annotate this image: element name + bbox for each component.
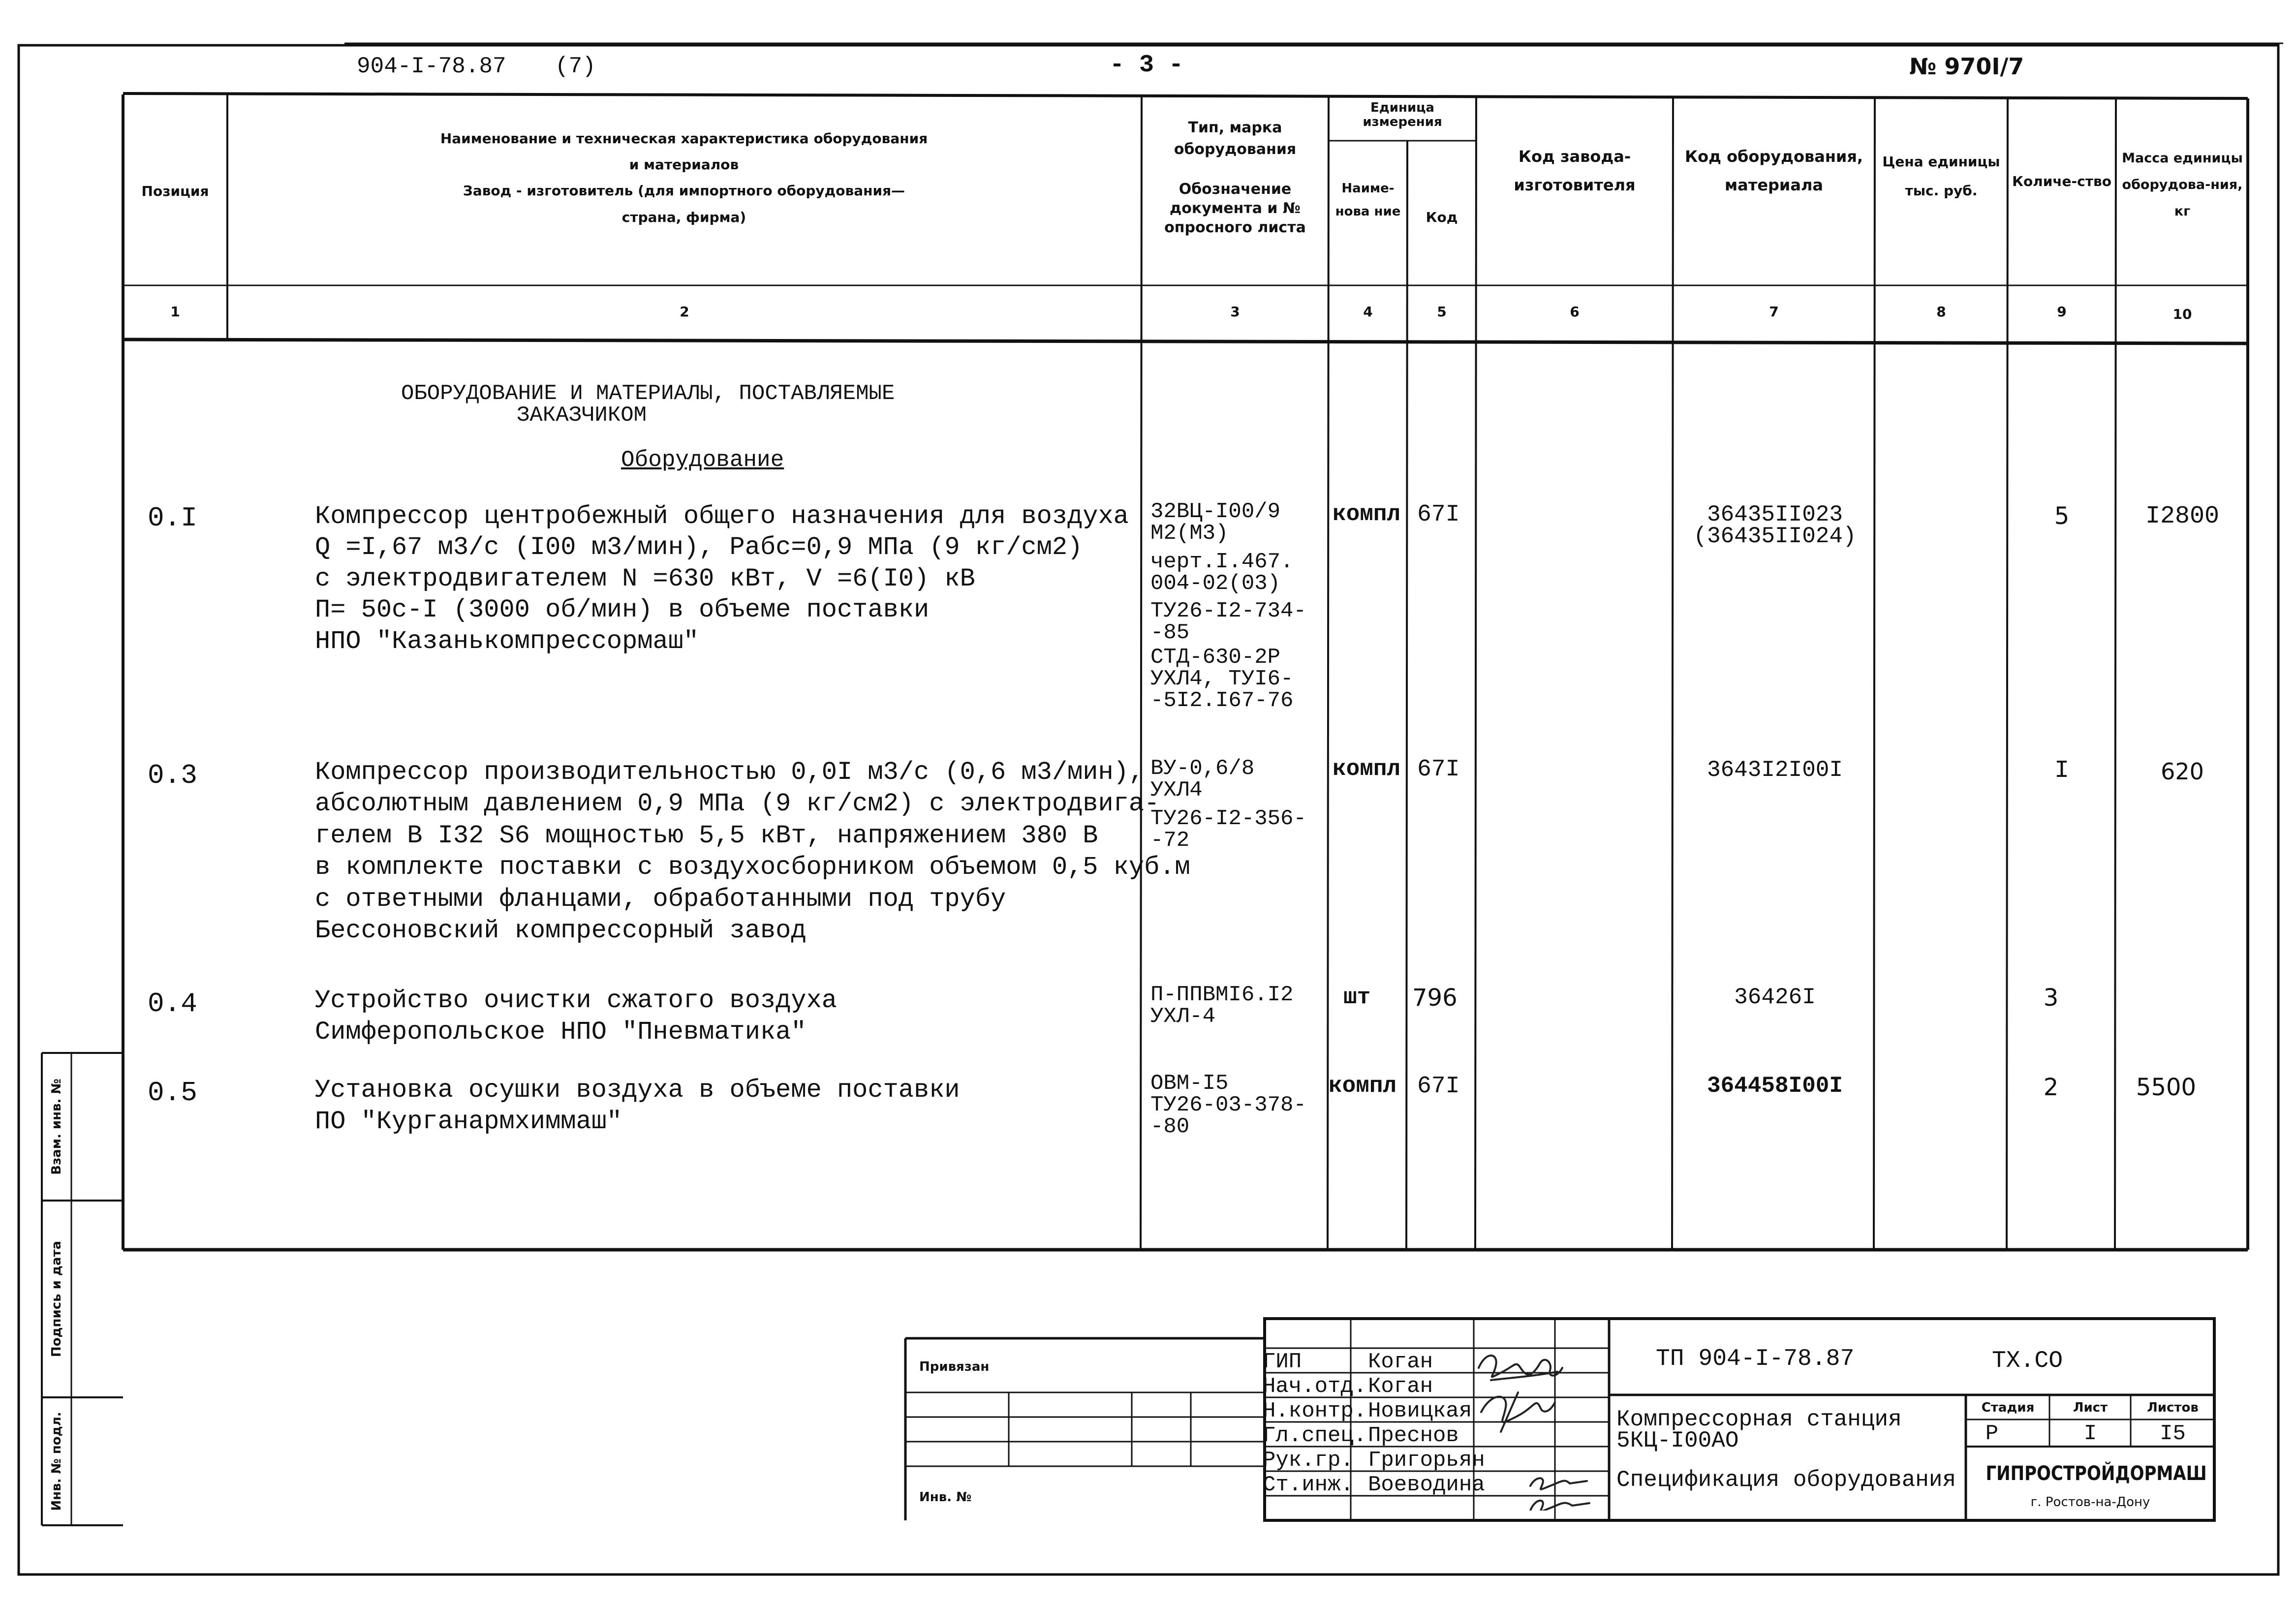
signatures xyxy=(1471,1333,1599,1511)
role-label: Н.контр. xyxy=(1263,1399,1367,1423)
row-position: 0.I xyxy=(148,502,197,534)
type-line: ОВМ-I5 xyxy=(1150,1071,1229,1096)
section-title-line1: ОБОРУДОВАНИЕ И МАТЕРИАЛЫ, ПОСТАВЛЯЕМЫЕ xyxy=(401,381,895,406)
row-type-designation xyxy=(1150,984,1293,1027)
row-type-designation xyxy=(1150,758,1306,851)
person-name: Григорьян xyxy=(1368,1448,1485,1473)
column-number: 4 xyxy=(1363,304,1373,320)
sheet-label: Лист xyxy=(2073,1400,2108,1415)
sheet-index: (7) xyxy=(555,54,596,79)
sheet-code: ТХ.СО xyxy=(1992,1348,2063,1374)
description-line: в комплекте поставки с воздухосборником объемом 0,5 куб.м xyxy=(315,853,1190,882)
row-quantity: I xyxy=(2054,757,2069,785)
section-title-line2: ЗАКАЗЧИКОМ xyxy=(517,403,647,428)
type-line: УХЛ-4 xyxy=(1150,1004,1216,1029)
role-label: Гл.спец. xyxy=(1263,1423,1367,1448)
inventory-number-label: Инв. № xyxy=(919,1490,972,1505)
description-line: с электродвигателем N =630 кВт, V =6(I0) кВ xyxy=(315,564,975,593)
page-number: - 3 - xyxy=(1110,51,1184,79)
type-line: -85 xyxy=(1150,620,1190,645)
type-line: черт.I.467. xyxy=(1150,550,1294,574)
equipment-code-line: 36426I xyxy=(1734,985,1816,1010)
role-label: Ст.инж. xyxy=(1263,1473,1354,1497)
description-line: ПО "Курганармхиммаш" xyxy=(315,1107,622,1137)
col-header-document: Обозначение документа и № опросного листа xyxy=(1164,181,1306,236)
role-label: Нач.отд. xyxy=(1263,1374,1367,1399)
type-line: ТУ26-03-378- xyxy=(1150,1093,1306,1117)
title-block-names xyxy=(1368,1350,1485,1497)
row-position: 0.5 xyxy=(148,1077,197,1109)
equipment-code-line: 3643I2I00I xyxy=(1706,757,1843,783)
doc-number-right: № 970I/7 xyxy=(1909,53,2024,80)
column-number: 5 xyxy=(1437,304,1447,320)
type-line: -80 xyxy=(1150,1114,1190,1139)
person-name: Коган xyxy=(1368,1350,1433,1374)
sheets-value: I5 xyxy=(2160,1421,2186,1446)
stage-label: Стадия xyxy=(1981,1400,2035,1415)
equipment-code-line: 36435II023 xyxy=(1706,502,1843,527)
col-header-quantity: Количе-ство xyxy=(2012,173,2111,189)
description-line: Q =I,67 м3/с (I00 м3/мин), Pабс=0,9 МПа (9 кг/см2) xyxy=(315,533,1083,562)
column-number: 3 xyxy=(1230,304,1240,320)
drawing-subtitle: Спецификация оборудования xyxy=(1616,1467,1956,1493)
type-line: ВУ-0,6/8 xyxy=(1150,756,1255,781)
sheets-label: Листов xyxy=(2147,1400,2199,1415)
description-line: с ответными фланцами, обработанными под трубу xyxy=(315,884,1006,914)
row-unit-name: компл xyxy=(1333,756,1401,782)
row-unit-code: 67I xyxy=(1417,1073,1460,1100)
col-header-description xyxy=(231,125,1137,230)
description-line: П= 50с-I (3000 об/мин) в объеме поставки xyxy=(315,595,930,625)
row-equipment-code xyxy=(1684,504,1866,547)
drawing-title-line2: 5КЦ-I00АО xyxy=(1616,1428,1739,1453)
row-quantity: 2 xyxy=(2043,1074,2059,1101)
col-header-price: Цена единицы тыс. руб. xyxy=(1882,154,2000,199)
person-name: Коган xyxy=(1368,1374,1433,1399)
row-equipment-code xyxy=(1684,759,1866,781)
margin-label-replaced-inv: Взам. инв. № xyxy=(49,1079,64,1175)
col-header-position: Позиция xyxy=(141,183,209,199)
col-header-unit-code: Код xyxy=(1426,209,1458,225)
type-line: -5I2.I67-76 xyxy=(1150,688,1294,713)
col-header-description-line1: Наименование и техническая характеристика оборудования xyxy=(440,130,928,147)
margin-label-signature-date: Подпись и дата xyxy=(49,1240,64,1357)
type-line: УХЛ4, ТУI6- xyxy=(1150,667,1294,691)
type-line: СТД-630-2Р xyxy=(1150,645,1281,670)
row-unit-code: 67I xyxy=(1417,501,1460,528)
drawing-title-line1: Компрессорная станция xyxy=(1616,1407,1902,1432)
row-equipment-code xyxy=(1684,986,1866,1009)
row-unit-code: 796 xyxy=(1412,984,1458,1012)
role-label: Рук.гр. xyxy=(1263,1448,1354,1473)
column-number: 2 xyxy=(680,304,689,320)
row-type-designation xyxy=(1150,501,1306,711)
row-quantity: 5 xyxy=(2054,502,2070,530)
row-description xyxy=(315,757,1190,947)
description-line: Компрессор производительностью 0,0I м3/с (0,6 м3/мин), xyxy=(315,758,1145,787)
type-line: ТУ26-I2-734- xyxy=(1150,599,1306,623)
col-header-description-line4: страна, фирма) xyxy=(621,209,746,225)
description-line: абсолютным давлением 0,9 МПа (9 кг/см2) с электродвига- xyxy=(315,789,1160,819)
section-subtitle: Оборудование xyxy=(621,447,784,473)
row-type-designation xyxy=(1150,1073,1306,1138)
description-line: Установка осушки воздуха в объеме поставки xyxy=(315,1076,960,1105)
row-mass: I2800 xyxy=(2145,502,2220,530)
organization-city: г. Ростов-на-Дону xyxy=(2030,1495,2150,1510)
col-header-equipment-code: Код оборудования, материала xyxy=(1684,147,1863,194)
description-line: Устройство очистки сжатого воздуха xyxy=(315,986,837,1015)
column-number: 10 xyxy=(2172,306,2192,322)
column-number: 7 xyxy=(1769,304,1779,320)
title-block-roles xyxy=(1263,1350,1366,1497)
column-number: 8 xyxy=(1936,304,1946,320)
row-position: 0.3 xyxy=(148,760,197,791)
person-name: Воеводина xyxy=(1368,1473,1485,1497)
project-code: ТП 904-I-78.87 xyxy=(1656,1346,1855,1372)
column-number: 1 xyxy=(170,304,180,320)
type-line: М2(М3) xyxy=(1150,521,1229,546)
type-line: 004-02(03) xyxy=(1150,571,1281,596)
person-name: Новицкая xyxy=(1368,1399,1472,1423)
col-header-mass: Масса единицы оборудова-ния, кг xyxy=(2122,151,2243,219)
tied-label: Привязан xyxy=(919,1359,990,1374)
row-mass: 5500 xyxy=(2136,1074,2197,1101)
type-line: П-ППВМI6.I2 xyxy=(1150,983,1294,1007)
row-mass: 620 xyxy=(2161,758,2204,785)
col-header-factory-code: Код завода-изготовителя xyxy=(1514,147,1636,194)
row-unit-name: шт xyxy=(1343,985,1371,1010)
description-line: Симферопольское НПО "Пневматика" xyxy=(315,1018,807,1047)
description-line: гелем В I32 S6 мощностью 5,5 кВт, напряжением 380 В xyxy=(315,821,1098,850)
stage-value: Р xyxy=(1985,1421,1999,1446)
column-number: 6 xyxy=(1570,304,1580,320)
role-label: ГИП xyxy=(1263,1350,1302,1374)
row-description xyxy=(315,985,837,1049)
row-unit-code: 67I xyxy=(1417,756,1460,783)
description-line: Компрессор центробежный общего назначения для воздуха xyxy=(315,502,1129,531)
col-header-unit-name: Наиме-нова ние xyxy=(1335,181,1401,219)
column-number: 9 xyxy=(2057,304,2067,320)
type-line: УХЛ4 xyxy=(1150,778,1203,802)
type-line: ТУ26-I2-356- xyxy=(1150,806,1306,831)
sheet-value: I xyxy=(2083,1421,2097,1446)
row-equipment-code xyxy=(1684,1075,1866,1097)
row-position: 0.4 xyxy=(148,988,197,1019)
margin-label-original-inv: Инв. № подл. xyxy=(49,1412,64,1511)
col-header-description-line2: и материалов xyxy=(629,156,739,173)
row-quantity: 3 xyxy=(2043,984,2059,1012)
description-line: Бессоновский компрессорный завод xyxy=(315,916,807,946)
col-header-unit-group: Единица измерения xyxy=(1363,100,1442,129)
row-description xyxy=(315,501,1129,657)
row-unit-name: компл xyxy=(1329,1073,1397,1099)
row-unit-name: компл xyxy=(1333,501,1401,527)
row-description xyxy=(315,1075,960,1138)
type-line: 32ВЦ-I00/9 xyxy=(1150,499,1281,524)
person-name: Преснов xyxy=(1368,1423,1459,1448)
equipment-code-line: (36435II024) xyxy=(1693,523,1857,549)
equipment-code-line: 364458I00I xyxy=(1706,1073,1843,1099)
organization-name: ГИПРОСТРОЙДОРМАШ xyxy=(1986,1462,2207,1485)
description-line: НПО "Казанькомпрессормаш" xyxy=(315,626,699,656)
col-header-type: Тип, марка оборудования xyxy=(1174,119,1297,158)
doc-number-left: 904-I-78.87 xyxy=(357,54,506,79)
col-header-description-line3: Завод - изготовитель (для импортного оборудования— xyxy=(463,183,905,199)
type-line: -72 xyxy=(1150,828,1190,853)
